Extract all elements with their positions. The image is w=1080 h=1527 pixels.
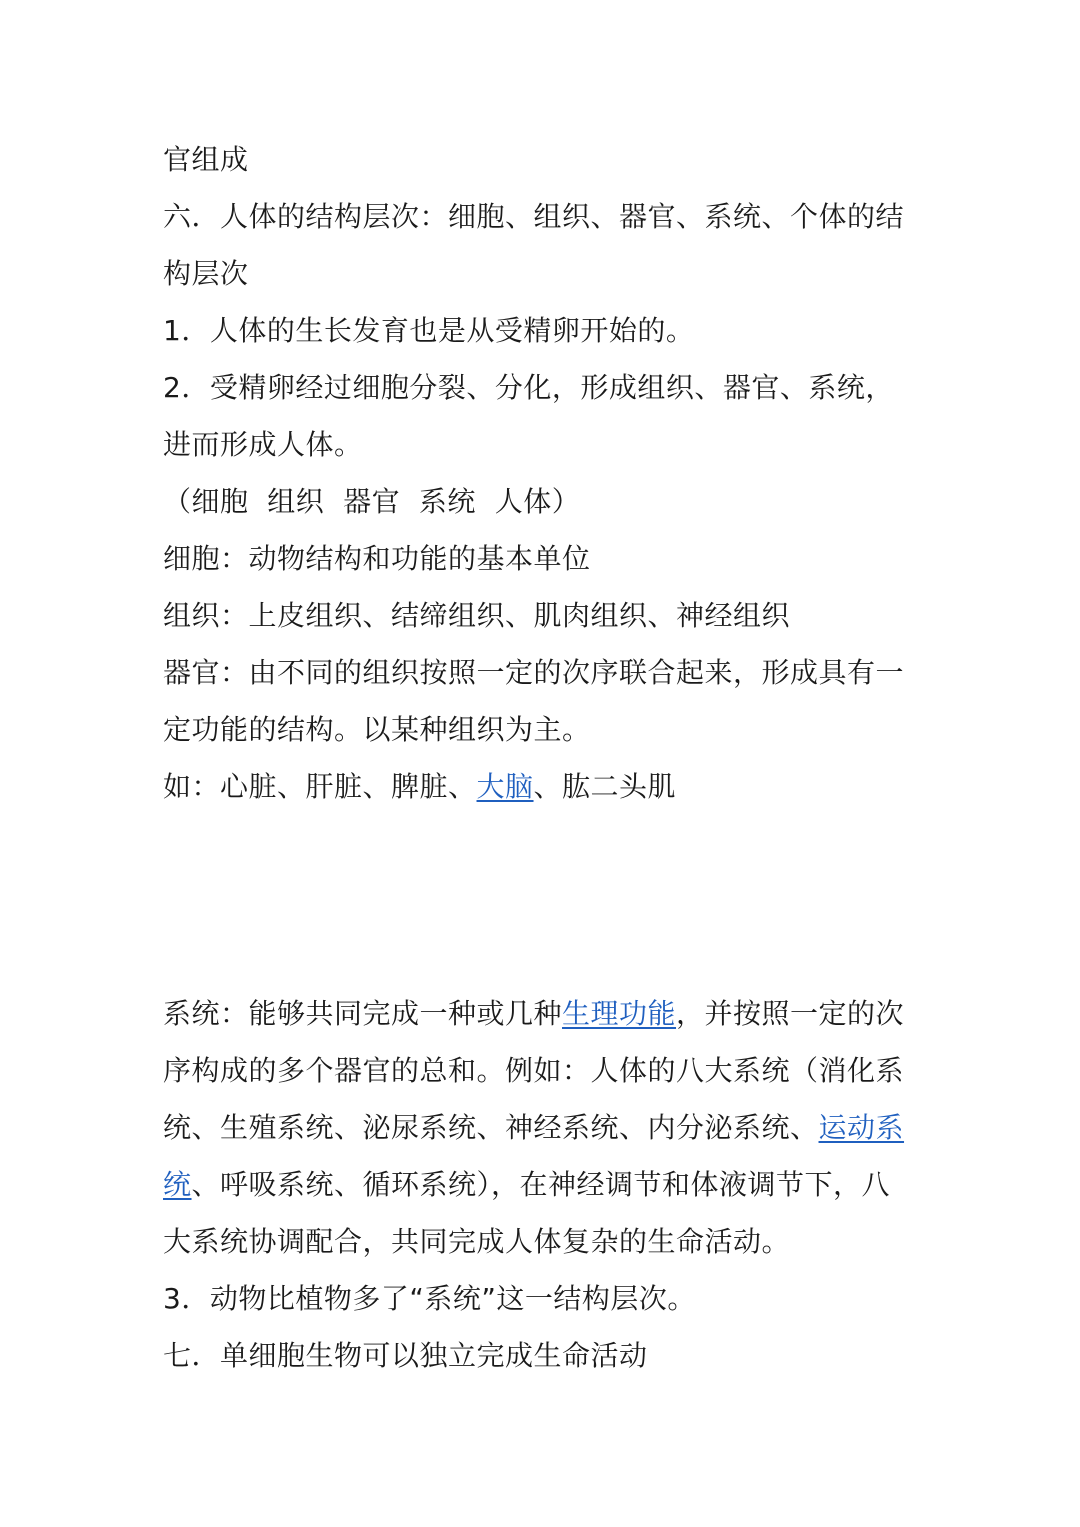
link-motor-system[interactable]: 运动系 <box>818 1111 905 1144</box>
text-line: 构层次 <box>163 257 249 290</box>
system-line-2: 序构成的多个器官的总和。例如：人体的八大系统（消化系 <box>163 1054 905 1087</box>
organ-example-line <box>163 767 923 807</box>
text-line: 细胞：动物结构和功能的基本单位 <box>163 542 591 575</box>
link-motor-system-continued[interactable]: 统 <box>163 1168 192 1201</box>
text-segment: 如：心脏、肝脏、脾脏、 <box>163 770 477 803</box>
system-line-1 <box>163 994 923 1034</box>
system-line-3 <box>163 1108 923 1148</box>
text-line: 器官：由不同的组织按照一定的次序联合起来，形成具有一 <box>163 656 905 689</box>
text-line: 组织：上皮组织、结缔组织、肌肉组织、神经组织 <box>163 599 791 632</box>
text-segment: 、呼吸系统、循环系统），在神经调节和体液调节下，八 <box>191 1168 891 1201</box>
system-line-5: 大系统协调配合，共同完成人体复杂的生命活动。 <box>163 1225 791 1258</box>
text-segment: 、肱二头肌 <box>533 770 677 803</box>
text-segment: 系统：能够共同完成一种或几种 <box>163 997 563 1030</box>
text-line: 1．人体的生长发育也是从受精卵开始的。 <box>163 314 695 347</box>
text-line: 官组成 <box>163 143 249 176</box>
link-brain[interactable]: 大脑 <box>476 770 534 803</box>
link-physiological-function[interactable]: 生理功能 <box>562 997 677 1030</box>
text-line: 2．受精卵经过细胞分裂、分化，形成组织、器官、系统， <box>163 371 894 404</box>
text-line: 定功能的结构。以某种组织为主。 <box>163 713 591 746</box>
section-heading-six: 六．人体的结构层次：细胞、组织、器官、系统、个体的结 <box>163 200 905 233</box>
text-line: （细胞 组织 器官 系统 人体） <box>163 485 581 518</box>
text-segment: ，并按照一定的次 <box>676 997 905 1030</box>
text-line: 进而形成人体。 <box>163 428 363 461</box>
section-heading-seven: 七．单细胞生物可以独立完成生命活动 <box>163 1339 648 1372</box>
text-line: 3．动物比植物多了“系统”这一结构层次。 <box>163 1282 696 1315</box>
system-line-4 <box>163 1165 923 1205</box>
text-segment: 统、生殖系统、泌尿系统、神经系统、内分泌系统、 <box>163 1111 819 1144</box>
